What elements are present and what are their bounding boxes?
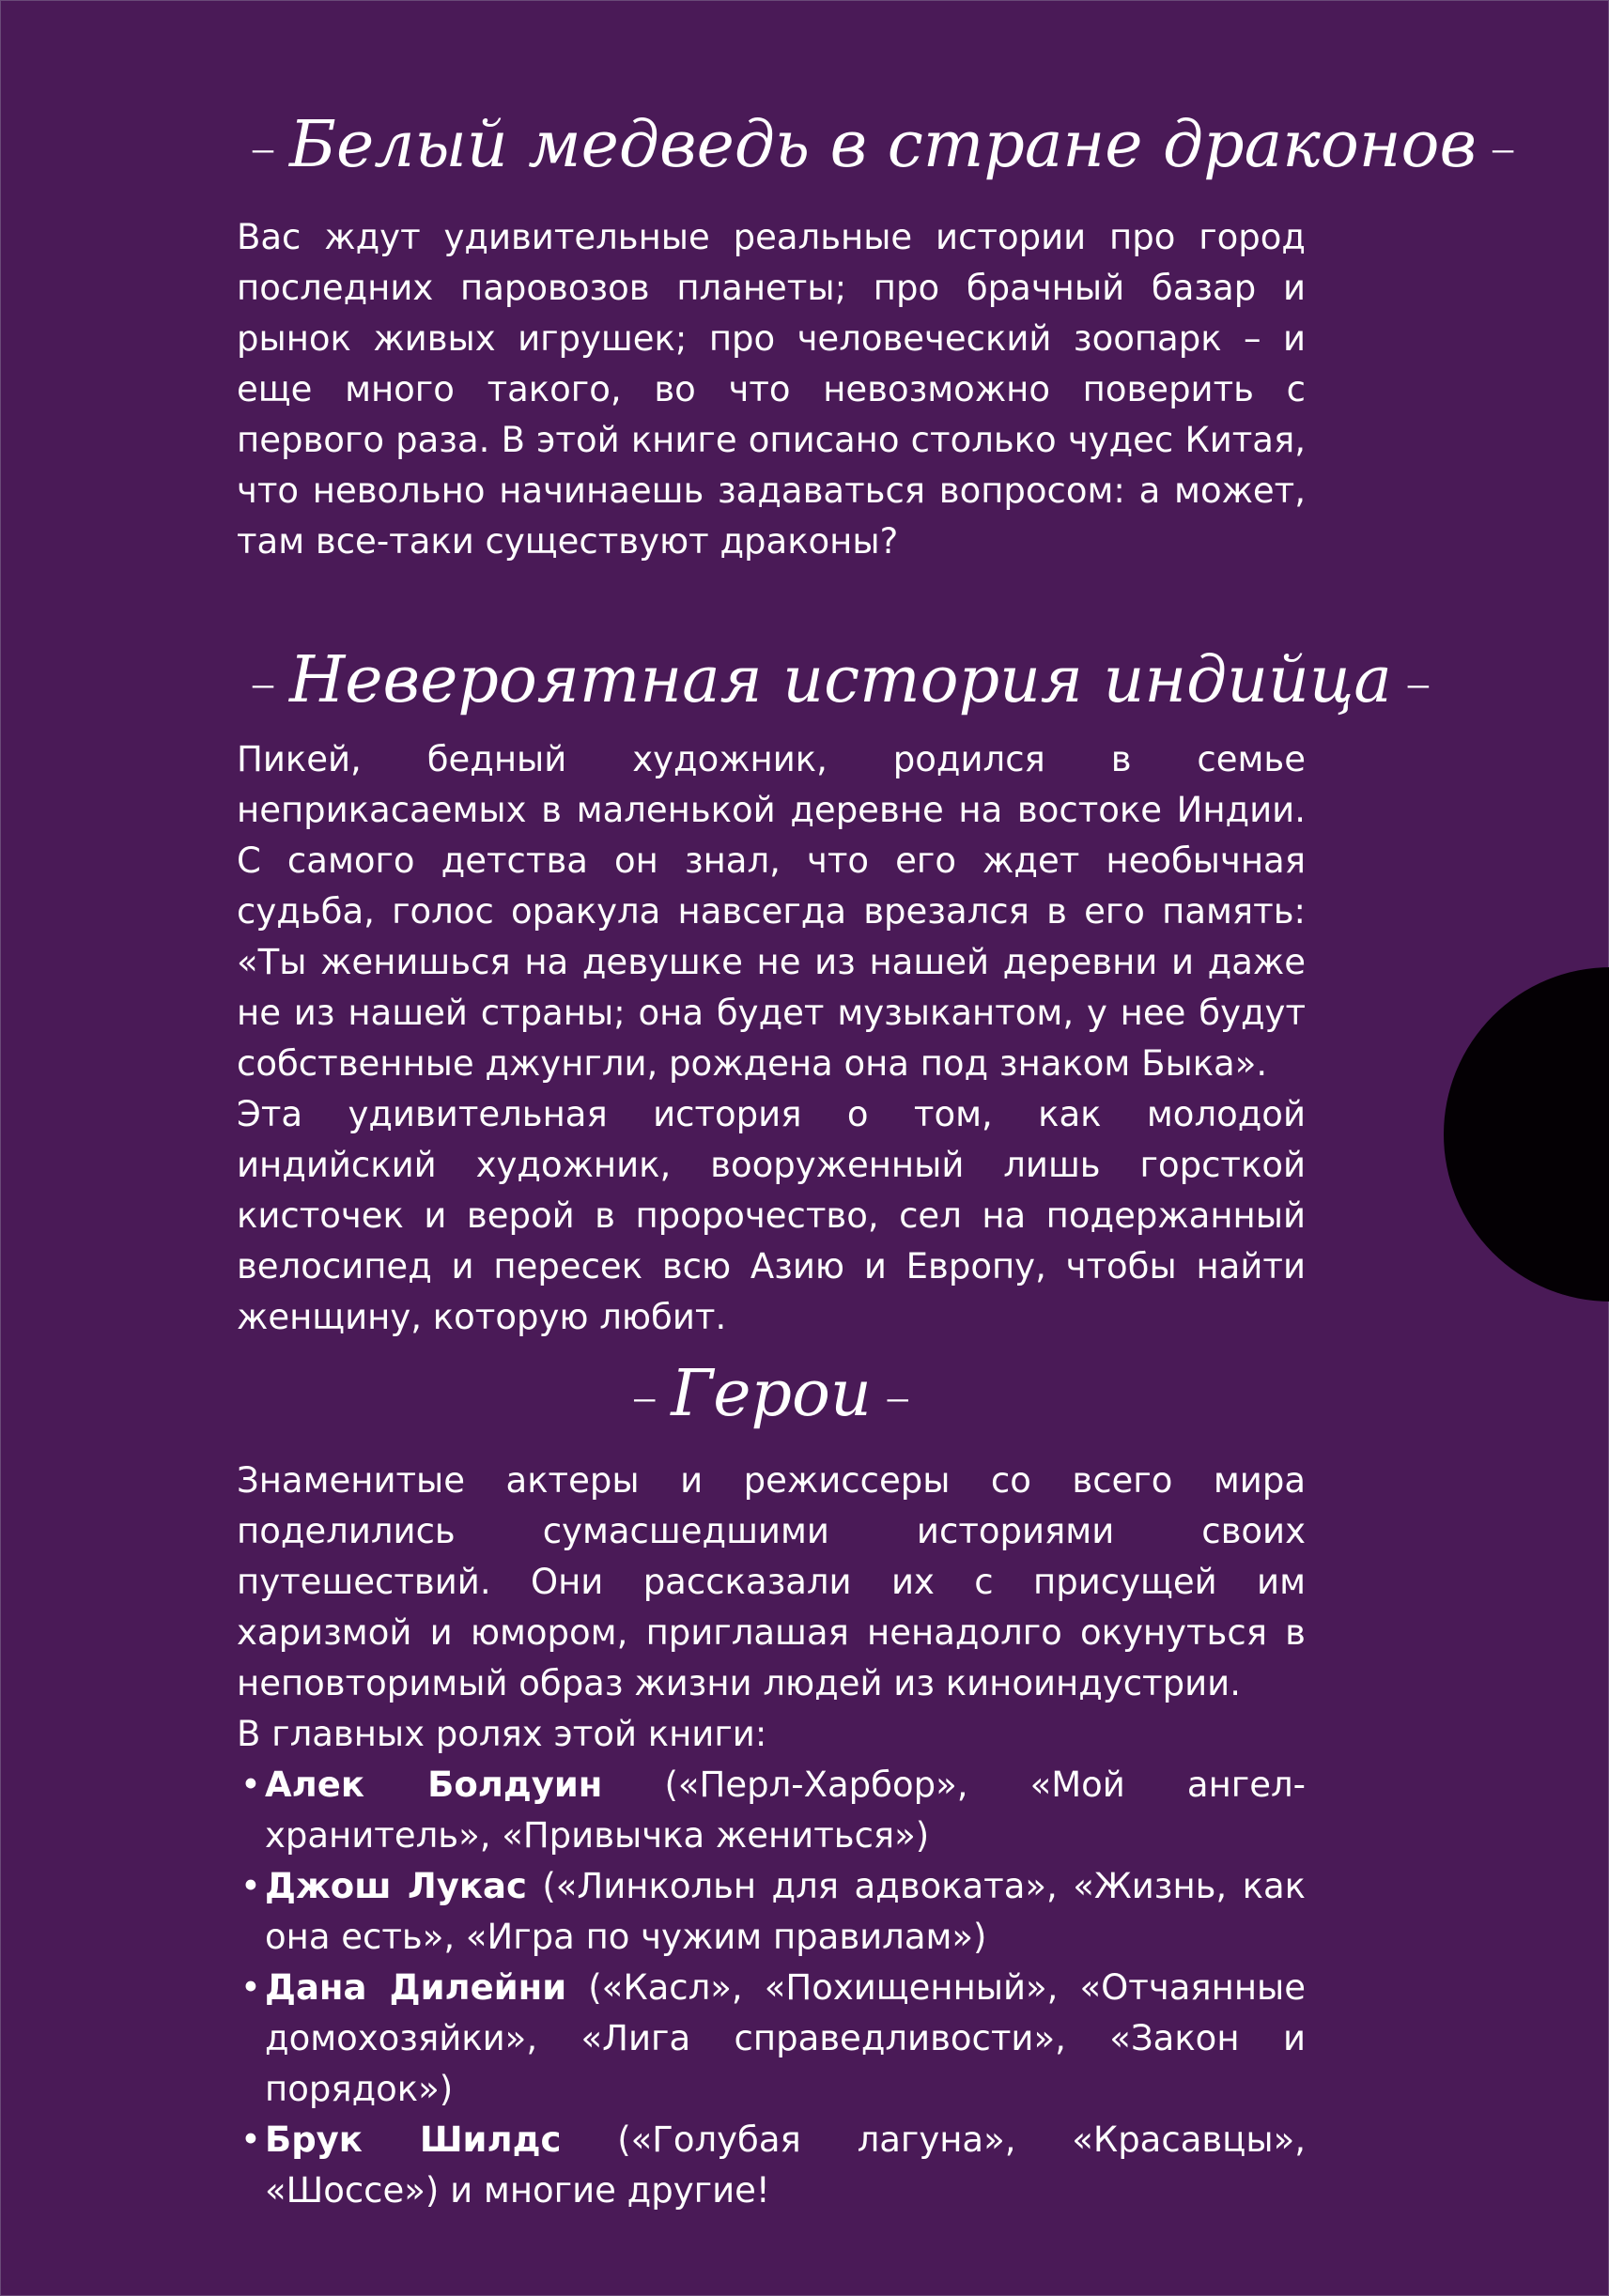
title-dash-left: – bbox=[631, 1367, 658, 1428]
section-title-polar-bear bbox=[237, 103, 1517, 192]
actor-films: («Голубая лагуна», «Красавцы», «Шоссе») и многие другие! bbox=[265, 2119, 1306, 2211]
title-dash-left: – bbox=[250, 118, 276, 179]
section-title-text: Герои bbox=[671, 1357, 872, 1431]
section-title-indian-story bbox=[237, 639, 1431, 727]
black-semicircle-decoration bbox=[1444, 967, 1609, 1302]
section-title-text: Белый медведь в стране драконов bbox=[289, 108, 1477, 182]
bullet: • bbox=[240, 1764, 261, 1805]
bullet: • bbox=[240, 1866, 261, 1906]
title-dash-right: – bbox=[884, 1367, 911, 1428]
section-body-heroes bbox=[237, 1456, 1306, 2216]
actor-name: Брук Шилдс bbox=[265, 2119, 562, 2160]
title-dash-left: – bbox=[250, 654, 276, 715]
cast-list-item bbox=[237, 1861, 1306, 1963]
actor-name: Джош Лукас bbox=[265, 1866, 527, 1906]
paragraph: В главных ролях этой книги: bbox=[237, 1714, 767, 1754]
section-body-indian-story bbox=[237, 734, 1306, 1343]
paragraph: Знаменитые актеры и режиссеры со всего мира поделились сумасшедшими историями своих путешествий. Они рассказали их с присущей им харизмой и юмором, приглашая ненадолго окунуться в неповторимый образ жизни людей из киноиндустрии. bbox=[237, 1460, 1306, 1703]
actor-name: Дана Дилейни bbox=[265, 1967, 567, 2008]
cast-list-item bbox=[237, 1760, 1306, 1861]
section-title-heroes bbox=[237, 1352, 1306, 1441]
section-body-polar-bear bbox=[237, 212, 1306, 567]
cast-list-item bbox=[237, 2115, 1306, 2216]
section-title-text: Невероятная история индийца bbox=[289, 643, 1392, 717]
paragraph: Вас ждут удивительные реальные истории про город последних паровозов планеты; про брачный базар и рынок живых игрушек; про человеческий зоопарк – и еще много такого, во что невозможно поверить с первого раза. В этой книге описано столько чудес Китая, что невольно начинаешь задаваться вопросом: а может, там все-таки существуют драконы? bbox=[237, 217, 1306, 562]
title-dash-right: – bbox=[1490, 118, 1517, 179]
title-dash-right: – bbox=[1404, 654, 1431, 715]
actor-films: («Перл-Харбор», «Мой ангел-хранитель», «Привычка жениться») bbox=[265, 1764, 1306, 1856]
cast-list-item bbox=[237, 1963, 1306, 2115]
bullet: • bbox=[240, 1967, 261, 2008]
actor-films: («Касл», «Похищенный», «Отчаянные домохозяйки», «Лига справедливости», «Закон и порядок») bbox=[265, 1967, 1306, 2109]
cast-list bbox=[237, 1760, 1306, 2216]
paragraph: Эта удивительная история о том, как молодой индийский художник, вооруженный лишь горсткой кисточек и верой в пророчество, сел на подержанный велосипед и пересек всю Азию и Европу, чтобы найти женщину, которую любит. bbox=[237, 1094, 1306, 1337]
actor-films: («Линкольн для адвоката», «Жизнь, как она есть», «Игра по чужим правилам») bbox=[265, 1866, 1306, 1957]
paragraph: Пикей, бедный художник, родился в семье неприкасаемых в маленькой деревне на востоке Индии. С самого детства он знал, что его ждет необычная судьба, голос оракула навсегда врезался в его память: «Ты женишься на девушке не из нашей деревни и даже не из нашей страны; она будет музыкантом, у нее будут собственные джунгли, рождена она под знаком Быка». bbox=[237, 739, 1306, 1084]
actor-name: Алек Болдуин bbox=[265, 1764, 603, 1805]
bullet: • bbox=[240, 2119, 261, 2160]
